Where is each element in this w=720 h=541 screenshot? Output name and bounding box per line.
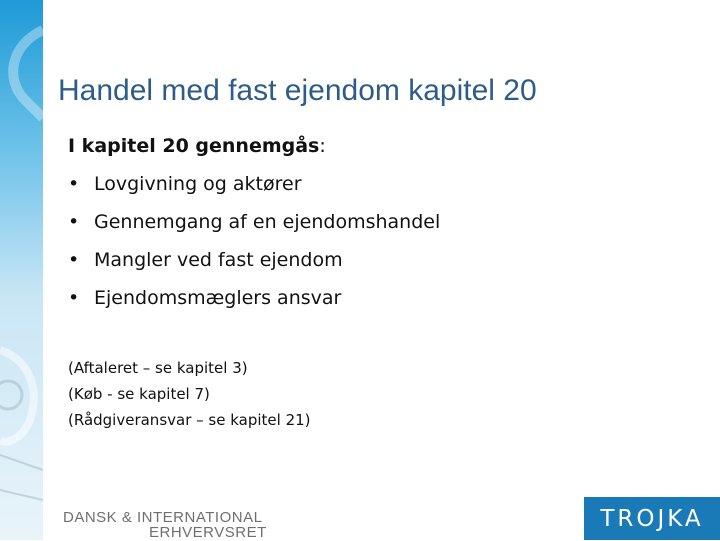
list-item bbox=[68, 235, 440, 273]
bullet-icon: • bbox=[68, 287, 80, 309]
reference-note: (Rådgiveransvar – se kapitel 21) bbox=[68, 411, 311, 429]
intro-heading: I kapitel 20 gennemgås bbox=[68, 135, 320, 157]
publisher-logo bbox=[63, 510, 267, 540]
list-item-text: Gennemgang af en ejendomshandel bbox=[94, 211, 441, 233]
decorative-side-band bbox=[0, 0, 43, 540]
list-item-text: Mangler ved fast ejendom bbox=[94, 249, 343, 271]
intro-colon: : bbox=[319, 135, 326, 157]
trojka-logo-text: TROJKA bbox=[600, 505, 704, 532]
bullet-icon: • bbox=[68, 173, 80, 195]
topic-list bbox=[68, 159, 440, 311]
bullet-icon: • bbox=[68, 211, 80, 233]
list-item-text: Lovgivning og aktører bbox=[94, 173, 302, 195]
list-item bbox=[68, 197, 440, 235]
list-item-text: Ejendomsmæglers ansvar bbox=[94, 287, 342, 309]
list-item bbox=[68, 273, 440, 311]
list-item bbox=[68, 159, 440, 197]
decorative-curves bbox=[0, 0, 43, 540]
reference-note: (Køb - se kapitel 7) bbox=[68, 385, 210, 403]
intro-line bbox=[68, 133, 440, 159]
publisher-logo-line2: ERHVERVSRET bbox=[149, 524, 267, 541]
reference-notes bbox=[68, 355, 440, 433]
publisher-logo-line1: DANSK & INTERNATIONAL bbox=[63, 509, 263, 526]
reference-note: (Aftaleret – se kapitel 3) bbox=[68, 359, 248, 377]
slide-body bbox=[68, 133, 440, 433]
trojka-logo bbox=[584, 497, 720, 540]
bullet-icon: • bbox=[68, 249, 80, 271]
slide-title: Handel med fast ejendom kapitel 20 bbox=[58, 74, 537, 107]
